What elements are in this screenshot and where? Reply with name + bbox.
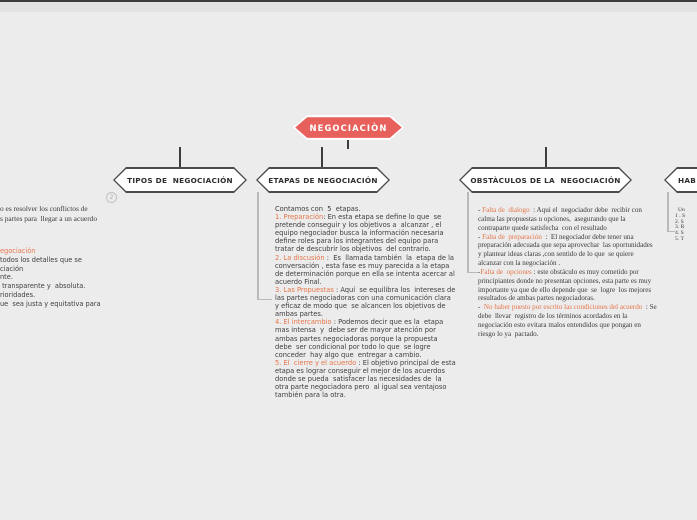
accent-lead-text: Falta de opciones [480,267,534,276]
accent-lead-text: 4. El intercambio [275,318,334,327]
note-connector-habilidades-horizontal [667,231,675,233]
text-line: 5. T [675,235,684,242]
node-label: OBSTÀCULOS DE LA NEGOCIACIÓN [470,175,621,185]
body-text: : Aqui el negociador debe recibir con calma las propuestas u opciones, asegurando que la contraparte quede satisfecha con el resultado [478,206,644,232]
paragraph [275,254,456,286]
accent-lead-text: 1. Preparación [275,213,324,222]
accent-lead-text: 3. Las Propuestas [275,285,336,294]
left-branch-detail-note [0,247,122,308]
obstaculos-note [478,206,659,339]
paragraph [275,205,456,213]
etapas-note [275,205,456,399]
node-label: TIPOS DE NEGOCIACIÓN [127,175,233,185]
accent-lead-text: No haber puesto por escrito las condiciones del acuerdo [483,303,645,312]
accent-lead-text: 5. El cierre y el acuerdo [275,358,359,367]
paragraph [275,213,456,253]
text-line: 3. R [675,224,685,231]
body-text: - [478,303,484,312]
text-line: nte. [0,273,13,282]
body-text: : Es llamada también la etapa de la conversación , esta fase es muy parecida a la etapa de determinación porque en ella se intenta acercar al acuerdo Final. [275,253,458,286]
root-node-negociacion[interactable] [293,115,404,140]
body-text: : El objetivo principal de esta etapa es lograr conseguir el mejor de los acuerdos donde se pueda satisfacer las necesidades de la otra parte negociadora pero al igual sea ventajoso también para la otra. [275,358,458,400]
body-text: : Podemos decir que es la etapa mas intensa y debe ser de mayor atención por ambas partes negociadoras porque la propuesta debe ser condicional por todo lo que se logre conceder hay algo que entregar a cambio. [275,318,446,359]
text-line: todos los detalles que se [0,255,82,264]
collapsed-children-badge[interactable]: 2 [106,192,117,203]
left-branch-intro-note [0,204,118,223]
text-line: ue sea justa y equitativa para [0,299,101,308]
body-text: - [478,206,483,214]
text-line: o es resolver los conflictos de [0,204,88,213]
body-text: : En esta etapa se define lo que se pretende conseguir y los objetivos a alcanzar , el equipo negociador busca la información necesaria define roles para los integrantes del equipo para tratar de descubrir los objetivos del contrario. [275,213,446,254]
paragraph [275,359,456,399]
body-text: : Aquí se equilibra los intereses de las partes negociadoras con una comunicación clara y eficaz de modo que se alcancen los objetivos de ambas partes. [275,285,458,319]
note-connector-habilidades-vertical [667,192,669,232]
node-label: HAB [678,175,697,185]
paragraph [275,318,456,358]
body-text: : este obstáculo es muy cometido por principiantes donde no presentan opciones, esta parte es muy importante ya que de ello depende que se logre los mejores resultados de ambas partes negociadoras. [478,267,655,303]
habilidades-note-clipped [675,208,697,243]
node-etapas-de-negociacion[interactable] [256,167,390,193]
paragraph [478,233,659,268]
body-text: : El negociador debe tener una preparación adecuada que sepa aprovechar las oportunidades y plantear ideas claras ,con sentido de lo que se quiere alcanzar con la negociación . [478,232,657,268]
note-connector-etapas-vertical [257,192,259,300]
text-line: rioridades. [0,290,36,299]
trunk-connector-line [0,0,697,2]
text-line: s partes para llegar a un acuerdo [0,213,98,223]
text-line: 1 . S [675,212,686,219]
body-text: Contamos con 5 etapas. [275,205,361,213]
text-line: 2. S [675,218,684,225]
text-line: Un [678,207,685,213]
accent-lead-text: Falta de preparación [482,232,544,241]
paragraph [478,303,659,338]
root-node-label: NEGOCIACIÒN [309,122,388,133]
body-text: : Se debe llevar registro de los términos acordados en la negociación esto evitara malos entendidos que pongan en riesgo lo ya pactado. [478,303,659,338]
text-line: egociación [0,247,36,255]
node-tipos-de-negociacion[interactable] [113,167,247,193]
node-habilidades-clipped[interactable] [664,167,697,193]
connector-tipos [179,147,181,168]
text-line: transparente y absoluta. [0,282,86,290]
body-text: - [478,267,481,276]
connector-obstaculos [545,147,547,168]
note-connector-etapas-horizontal [257,299,272,301]
node-obstaculos-de-la-negociacion[interactable] [459,167,632,193]
node-label: ETAPAS DE NEGOCIACIÓN [268,175,378,185]
paragraph [275,286,456,318]
accent-lead-text: Falta de dialogo [482,206,532,214]
connector-etapas [321,147,323,168]
note-connector-obstaculos-vertical [467,192,469,273]
paragraph [478,206,659,233]
text-line: ciación [0,264,24,273]
text-line: 4. S [675,230,684,237]
paragraph [478,268,659,303]
body-text: - [478,232,483,241]
accent-lead-text: 2. La discusión [275,253,327,262]
note-connector-obstaculos-horizontal [467,272,478,274]
